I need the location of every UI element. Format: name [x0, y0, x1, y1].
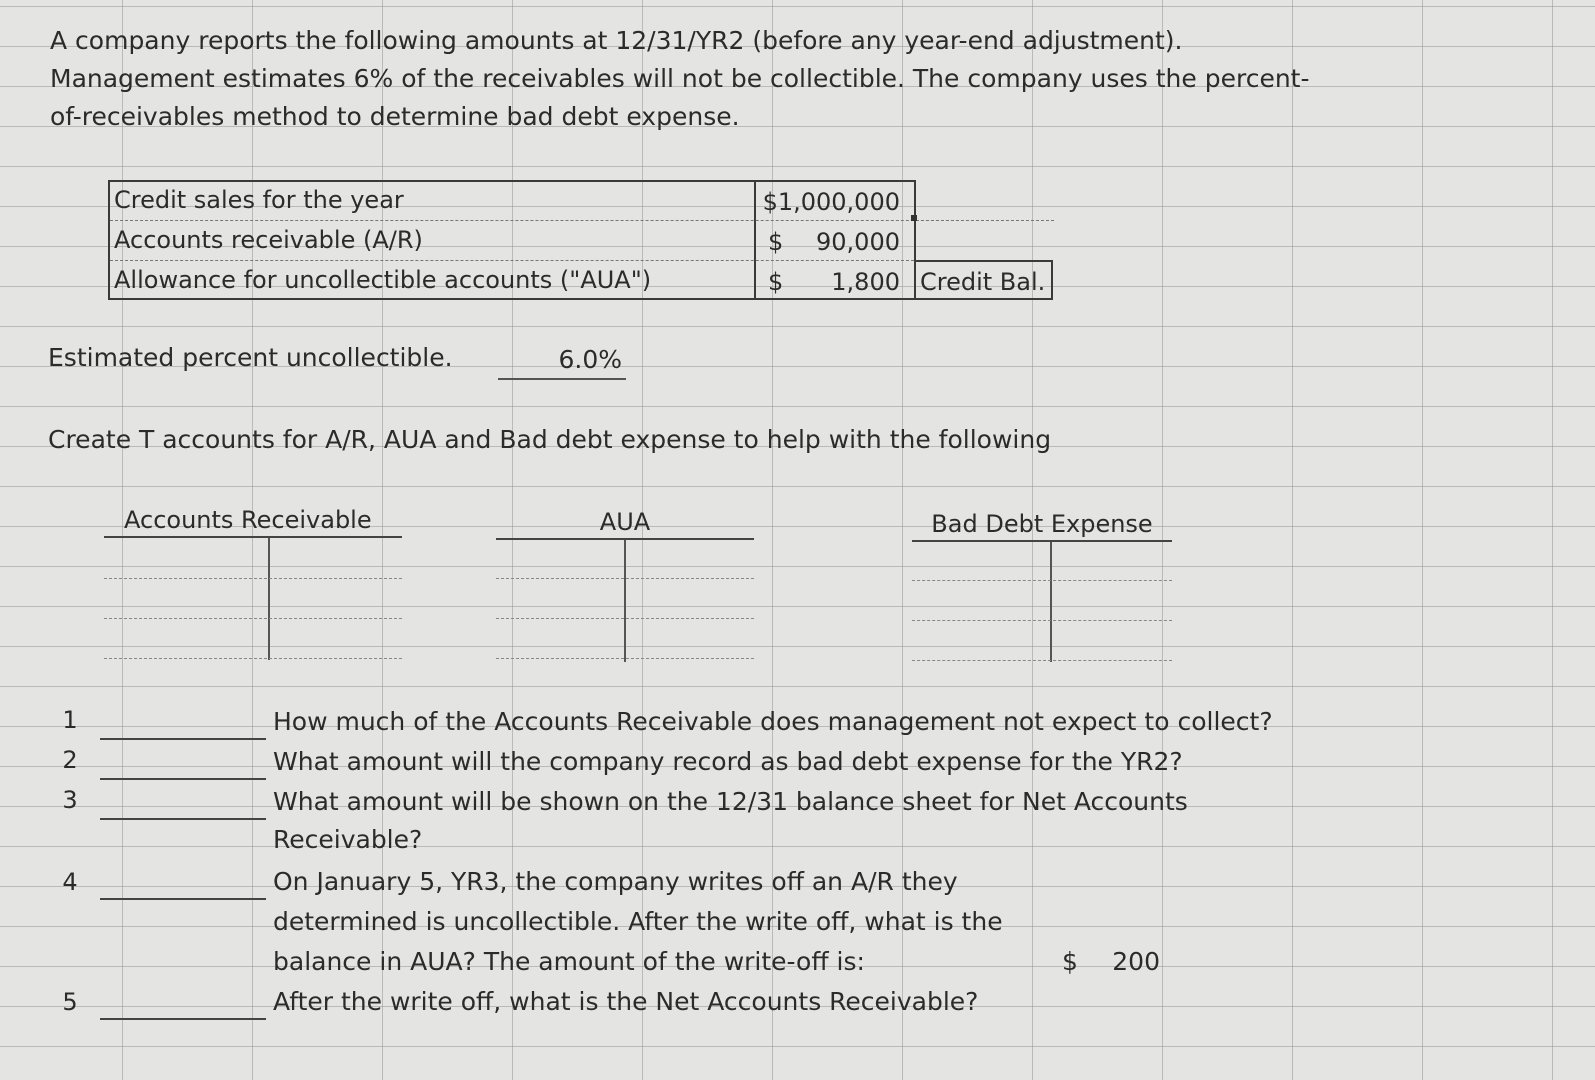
question-text: On January 5, YR3, the company writes off an A/R they [273, 867, 958, 896]
question-text: determined is uncollectible. After the write off, what is the [273, 907, 1003, 936]
answer-cell-4[interactable] [100, 898, 266, 900]
question-text: After the write off, what is the Net Accounts Receivable? [273, 987, 979, 1016]
question-text: What amount will the company record as bad debt expense for the YR2? [273, 747, 1183, 776]
accounts-receivable-currency: $ [768, 228, 784, 256]
allowance-amount: 1,800 [831, 268, 900, 296]
allowance-label: Allowance for uncollectible accounts ("AUA") [114, 266, 652, 294]
accounts-receivable-amount: 90,000 [816, 228, 900, 256]
t-account-instruction: Create T accounts for A/R, AUA and Bad debt expense to help with the following [48, 425, 1052, 454]
estimate-label: Estimated percent uncollectible. [48, 343, 453, 372]
t-account-accounts-receivable [104, 500, 404, 660]
answer-cell-5[interactable] [100, 1018, 266, 1020]
question-number: 2 [62, 746, 78, 774]
writeoff-currency: $ [1062, 947, 1078, 976]
intro-line-1: A company reports the following amounts at 12/31/YR2 (before any year-end adjustment). [50, 26, 1183, 55]
allowance-currency: $ [768, 268, 784, 296]
t-account-bad-debt-expense [912, 502, 1172, 662]
question-text: Receivable? [273, 825, 423, 854]
question-text: What amount will be shown on the 12/31 balance sheet for Net Accounts [273, 787, 1188, 816]
question-number: 5 [62, 988, 78, 1016]
t-account-aua-title: AUA [599, 508, 651, 536]
estimate-value: 6.0% [558, 345, 622, 374]
answer-cell-1[interactable] [100, 738, 266, 740]
question-text: How much of the Accounts Receivable does management not expect to collect? [273, 707, 1273, 736]
question-number: 1 [62, 706, 78, 734]
intro-line-3: of-receivables method to determine bad debt expense. [50, 102, 740, 131]
question-number: 4 [62, 868, 78, 896]
question-text: balance in AUA? The amount of the write-off is: [273, 947, 865, 976]
t-account-aua [496, 500, 754, 660]
given-data-table [108, 180, 1058, 300]
writeoff-amount: 200 [1112, 947, 1160, 976]
answer-cell-3[interactable] [100, 818, 266, 820]
accounts-receivable-label: Accounts receivable (A/R) [114, 226, 423, 254]
answer-cell-2[interactable] [100, 778, 266, 780]
question-number: 3 [62, 786, 78, 814]
credit-sales-amount: $1,000,000 [762, 188, 900, 216]
t-account-ar-title: Accounts Receivable [124, 506, 372, 534]
credit-sales-label: Credit sales for the year [114, 186, 404, 214]
t-account-bde-title: Bad Debt Expense [931, 510, 1153, 538]
problem-intro [50, 22, 1310, 136]
allowance-note: Credit Bal. [920, 268, 1046, 296]
intro-line-2: Management estimates 6% of the receivables will not be collectible. The company uses the percent- [50, 64, 1310, 93]
